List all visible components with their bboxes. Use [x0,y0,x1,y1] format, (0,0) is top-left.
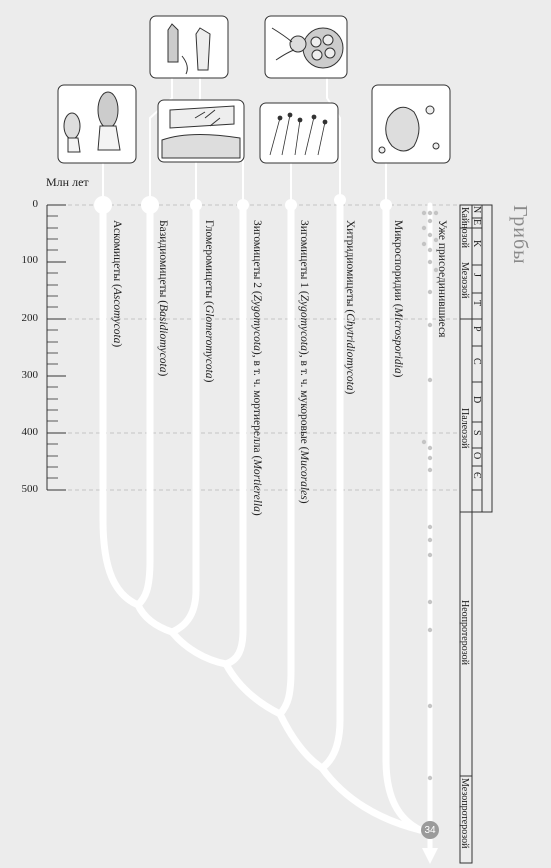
taxon-microsporidia: Микроспоридии (Microsporidia) [392,220,404,378]
time-scale [47,205,66,490]
node-badge: 34 [421,821,439,839]
tick-label-100: 100 [21,254,38,266]
figure-title: Грибы [509,205,531,265]
era-mesoproterozoic: Мезопротерозой [459,778,470,849]
period-k: K [471,240,482,248]
stinkhorn-icon [150,16,228,78]
period-s: S [471,430,482,436]
sporangia-icon [260,103,338,163]
tree-branches [103,200,430,850]
period-e: E [471,219,482,226]
period-t: T [471,300,482,307]
tick-label-400: 400 [21,426,38,438]
period-cambrian: Є [471,472,482,479]
tick-label-500: 500 [21,483,38,495]
zygospore-icon [265,16,347,78]
tick-label-0: 0 [32,198,38,210]
taxon-zygomycota-2: Зигомицеты 2 (Zygomycota), в т. ч. мортиерелла (Mortierella) [251,220,263,516]
period-j: J [471,273,482,277]
era-cenozoic: Кайнозой [459,207,470,248]
period-p: P [471,326,482,332]
period-c: C [471,358,482,365]
morel-mushroom-icon [58,85,136,163]
period-n: N [471,206,482,214]
period-d: D [471,396,482,404]
arrowhead-icon [422,848,438,864]
tick-label-300: 300 [21,369,38,381]
period-o: O [471,452,482,460]
taxon-chytridiomycota: Хитридиомицеты (Chytridiomycota) [344,220,356,395]
taxon-ascomycota: Аскомицеты (Ascomycota) [111,220,123,348]
joined-label: Уже присоединившиеся [436,220,448,338]
era-neoproterozoic: Неопротерозой [459,600,470,665]
taxon-basidiomycota: Базидиомицеты (Basidiomycota) [157,220,169,377]
chytrid-sporangium-icon [372,85,450,163]
era-paleozoic: Палеозой [459,408,470,449]
taxon-glomeromycota: Гломеромицеты (Glomeromycota) [203,220,215,383]
root-mycorrhiza-icon [158,100,244,162]
era-mesozoic: Мезозой [459,262,470,299]
tick-label-200: 200 [21,312,38,324]
taxon-zygomycota-1: Зигомицеты 1 (Zygomycota), в т. ч. мукоровые (Mucorales) [298,220,310,504]
axis-label: Млн лет [46,175,89,189]
